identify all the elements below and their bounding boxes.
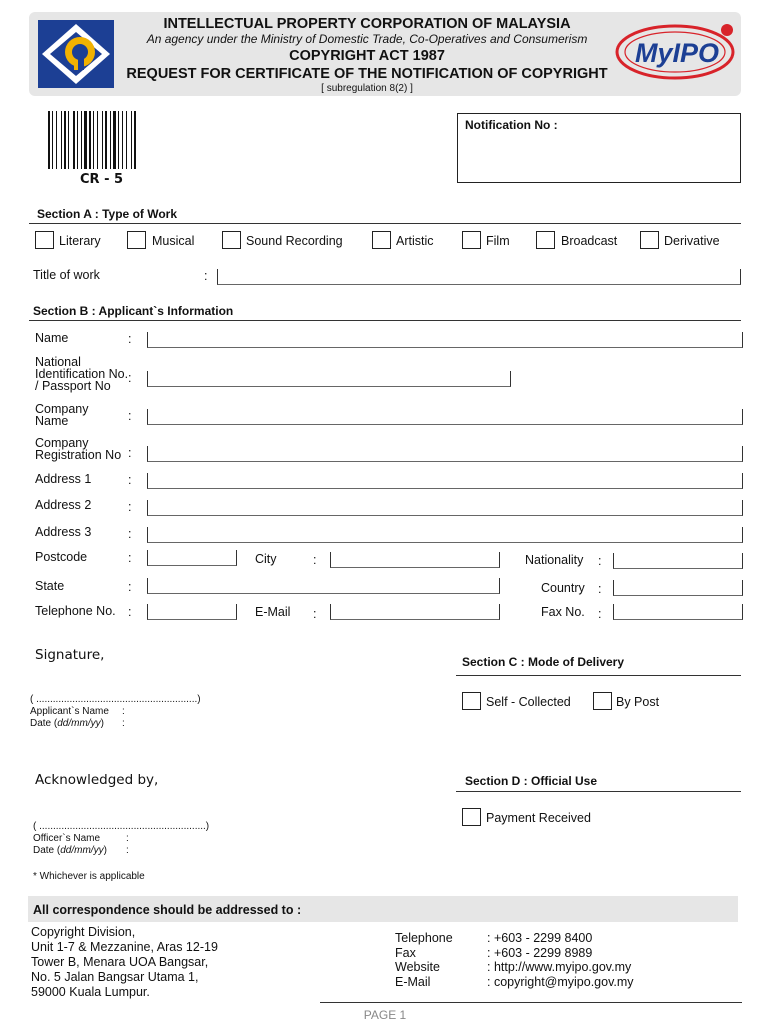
checkbox-broadcast[interactable] [536, 231, 555, 249]
agency-logo-icon [36, 18, 116, 90]
checkbox-literary[interactable] [35, 231, 54, 249]
colon: : [598, 607, 602, 621]
checkbox-film[interactable] [462, 231, 481, 249]
company-name-field[interactable] [147, 409, 743, 425]
barcode-bar [118, 111, 119, 169]
title-of-work-label: Title of work [33, 268, 100, 282]
colon: : [128, 332, 132, 346]
nationality-label: Nationality [525, 553, 584, 567]
myipo-logo-icon [611, 18, 737, 84]
signature-line[interactable]: ( ..........................................................) [30, 694, 201, 705]
section-d-divider [456, 791, 741, 792]
barcode-bar [134, 111, 136, 169]
date-label-text: ) [103, 845, 107, 856]
correspondence-address: Copyright Division, Unit 1-7 & Mezzanine, Aras 12-19 Tower B, Menara UOA Bangsar, No. 5 Jalan Bangsar Utama 1, 59000 Kuala Lumpur. [31, 925, 218, 999]
checkbox-sound-recording[interactable] [222, 231, 241, 249]
fax-field[interactable] [613, 604, 743, 620]
colon: : [128, 473, 132, 487]
barcode-bar [68, 111, 69, 169]
signature-heading: Signature, [35, 647, 105, 663]
checkbox-musical[interactable] [127, 231, 146, 249]
address1-label: Address 1 [35, 472, 92, 486]
nric-field[interactable] [147, 371, 511, 387]
city-field[interactable] [330, 552, 500, 568]
checkbox-label-literary: Literary [59, 234, 101, 248]
nric-label-line: Identification No. [35, 367, 129, 381]
colon: : [128, 500, 132, 514]
footer-divider [320, 1002, 742, 1003]
barcode-bar [126, 111, 127, 169]
barcode-bar [84, 111, 87, 169]
barcode-bar [122, 111, 123, 169]
section-b-divider [29, 320, 741, 321]
date-label-text: Date ( [30, 718, 58, 729]
date-format: dd/mm/yy [57, 718, 101, 729]
checkbox-self-collected[interactable] [462, 692, 481, 710]
contact-key-email: E-Mail [395, 974, 431, 989]
name-label: Name [35, 331, 69, 345]
barcode-bar [77, 111, 78, 169]
telephone-label: Telephone No. [35, 604, 116, 618]
checkbox-label-film: Film [486, 234, 510, 248]
applicant-name-label: Applicant`s Name [30, 706, 109, 717]
date-label-text: Date ( [33, 845, 61, 856]
postcode-label: Postcode [35, 550, 88, 564]
country-label: Country [541, 581, 585, 595]
checkbox-payment-received[interactable] [462, 808, 481, 826]
section-b-title: Section B : Applicant`s Information [33, 304, 234, 318]
barcode-bar [61, 111, 62, 169]
colon: : [313, 553, 317, 567]
checkbox-label-artistic: Artistic [396, 234, 434, 248]
barcode-bar [102, 111, 103, 169]
contact-key-website: Website [395, 960, 440, 975]
checkbox-artistic[interactable] [372, 231, 391, 249]
section-a-divider [29, 223, 741, 224]
checkbox-label-sound-recording: Sound Recording [246, 234, 343, 248]
title-of-work-field[interactable] [217, 269, 741, 285]
form-code: CR - 5 [80, 172, 124, 187]
myipo-logo-text: MyIPO [634, 38, 720, 68]
colon: : [122, 718, 125, 729]
barcode-bar [93, 111, 94, 169]
nric-label-line: National [35, 355, 81, 369]
nric-label-line: / Passport No [35, 379, 111, 393]
contact-keys [395, 931, 453, 989]
notification-label: Notification No : [465, 118, 558, 132]
officer-date-label [33, 845, 107, 856]
officer-name-label: Officer`s Name [33, 833, 101, 844]
checkbox-label-by-post: By Post [616, 695, 660, 709]
contact-key-fax: Fax [395, 945, 416, 960]
barcode-bar [73, 111, 75, 169]
company-reg-label-line: Registration No [35, 448, 122, 462]
telephone-field[interactable] [147, 604, 237, 620]
barcode-bar [56, 111, 57, 169]
colon: : [128, 371, 132, 385]
state-field[interactable] [147, 578, 500, 594]
checkbox-label-self-collected: Self - Collected [486, 695, 571, 709]
country-field[interactable] [613, 580, 743, 596]
section-d-title: Section D : Official Use [465, 774, 598, 788]
correspondence-title: All correspondence should be addressed to : [33, 903, 302, 917]
colon: : [128, 605, 132, 619]
colon: : [128, 446, 132, 460]
company-reg-label-line: Company [35, 436, 89, 450]
checkbox-derivative[interactable] [640, 231, 659, 249]
acknowledged-heading: Acknowledged by, [35, 772, 159, 788]
nric-label [35, 356, 128, 392]
colon: : [128, 551, 132, 565]
address1-field[interactable] [147, 473, 743, 489]
act-title: COPYRIGHT ACT 1987 [289, 48, 445, 64]
contact-values [487, 931, 634, 989]
colon: : [128, 409, 132, 423]
org-title: INTELLECTUAL PROPERTY CORPORATION OF MALAYSIA [163, 16, 571, 32]
date-format: dd/mm/yy [60, 845, 104, 856]
checkbox-by-post[interactable] [593, 692, 612, 710]
company-reg-field[interactable] [147, 446, 743, 462]
barcode-bar [48, 111, 50, 169]
colon: : [126, 845, 129, 856]
barcode-bar [97, 111, 98, 169]
agency-subtitle: An agency under the Ministry of Domestic Trade, Co-Operatives and Consumerism [146, 32, 588, 46]
contact-value-website[interactable]: : http://www.myipo.gov.my [487, 960, 632, 975]
colon: : [128, 527, 132, 541]
name-field[interactable] [147, 332, 743, 348]
section-c-divider [456, 675, 741, 676]
barcode-icon [48, 111, 174, 169]
company-name-label-line: Company [35, 402, 89, 416]
checkbox-label-payment-received: Payment Received [486, 811, 591, 825]
section-c-title: Section C : Mode of Delivery [462, 655, 625, 669]
state-label: State [35, 579, 65, 593]
company-name-label-line: Name [35, 414, 69, 428]
date-label-text: ) [100, 718, 104, 729]
contact-value-telephone: : +603 - 2299 8400 [487, 931, 593, 945]
checkbox-label-musical: Musical [152, 234, 195, 248]
colon: : [598, 582, 602, 596]
applicant-date-label [30, 718, 104, 729]
officer-signature-line[interactable]: ( ............................................................) [33, 821, 210, 832]
barcode-bar [64, 111, 66, 169]
section-a-title: Section A : Type of Work [37, 207, 178, 221]
request-title: REQUEST FOR CERTIFICATE OF THE NOTIFICATION OF COPYRIGHT [126, 66, 608, 82]
barcode-bar [52, 111, 53, 169]
regulation-text: [ subregulation 8(2) ] [321, 83, 413, 94]
contact-value-fax: : +603 - 2299 8989 [487, 945, 593, 960]
address3-field[interactable] [147, 527, 743, 543]
contact-value-email[interactable]: : copyright@myipo.gov.my [487, 974, 634, 989]
barcode-bar [131, 111, 132, 169]
barcode-bar [89, 111, 91, 169]
colon: : [598, 554, 602, 568]
email-label: E-Mail [255, 605, 291, 619]
barcode-bar [105, 111, 107, 169]
address3-label: Address 3 [35, 525, 92, 539]
email-field[interactable] [330, 604, 500, 620]
address2-label: Address 2 [35, 498, 92, 512]
city-label: City [255, 552, 277, 566]
postcode-field[interactable] [147, 550, 237, 566]
colon: : [126, 833, 129, 844]
contact-key-telephone: Telephone [395, 931, 453, 945]
colon: : [313, 607, 317, 621]
checkbox-label-derivative: Derivative [664, 234, 720, 248]
company-name-label [35, 403, 89, 427]
colon: : [128, 580, 132, 594]
page-number: PAGE 1 [363, 1008, 407, 1022]
fax-label: Fax No. [541, 605, 585, 619]
barcode-bar [110, 111, 111, 169]
company-reg-label [35, 437, 121, 461]
footnote: * Whichever is applicable [33, 871, 145, 882]
colon: : [122, 706, 125, 717]
nationality-field[interactable] [613, 553, 743, 569]
checkbox-label-broadcast: Broadcast [561, 234, 618, 248]
barcode-bar [113, 111, 116, 169]
barcode-bar [81, 111, 82, 169]
colon: : [204, 269, 208, 283]
address2-field[interactable] [147, 500, 743, 516]
